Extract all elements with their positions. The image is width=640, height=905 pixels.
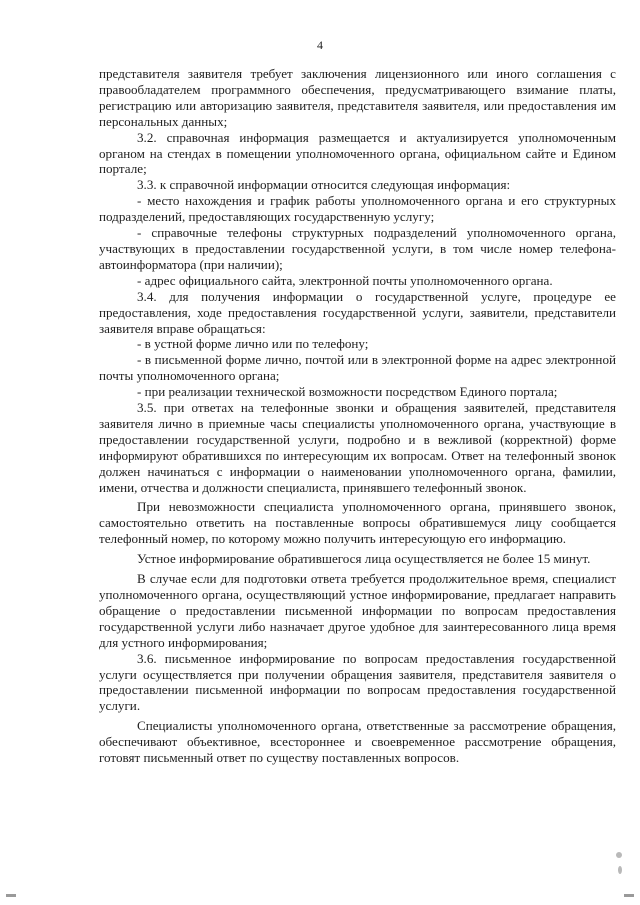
paragraph-3-2: 3.2. справочная информация размещается и актуализируется уполномоченным органом на стендах в помещении уполномоченного органа, официальном сайте и Едином портале; (99, 129, 616, 177)
paragraph-3-4: 3.4. для получения информации о государственной услуге, процедуре ее предоставления, ходе предоставления государственной услуги, заявители, представители заявителя вправе обращаться: (99, 288, 616, 336)
paragraph-impossibility: При невозможности специалиста уполномоченного органа, принявшего звонок, самостоятельно ответить на поставленные вопросы обратившемуся лицу сообщается телефонный номер, по которому можно получить интересующую его информацию. (99, 499, 616, 547)
list-item-location: - место нахождения и график работы уполномоченного органа и его структурных подразделений, предоставляющих государственную услугу; (99, 193, 616, 225)
scan-edge-mark (6, 894, 16, 897)
list-item-phones: - справочные телефоны структурных подразделений уполномоченного органа, участвующих в предоставлении государственной услуги, в том числе номер телефона-автоинформатора (при наличии); (99, 225, 616, 272)
page-number: 4 (317, 38, 323, 52)
paragraph-3-5: 3.5. при ответах на телефонные звонки и обращения заявителей, представителя заявителя лично в приемные часы специалисты уполномоченного органа, участвующие в предоставлении государственной услуги, подробно и в вежливой (корректной) форме информируют обратившихся по интересующим их вопросам. Ответ на телефонный звонок должен начинаться с информации о наименовании уполномоченного органа, фамилии, имени, отчества и должности специалиста, принявшего телефонный звонок. (99, 400, 616, 495)
paragraph-continuation: представителя заявителя требует заключения лицензионного или иного соглашения с правообладателем программного обеспечения, предусматривающего взимание платы, регистрацию или авторизацию заявителя, представителя заявителя, или предоставления им персональных данных; (99, 66, 616, 129)
scan-smudge (616, 852, 622, 858)
list-item-website: - адрес официального сайта, электронной почты уполномоченного органа. (137, 272, 553, 288)
paragraph-3-6: 3.6. письменное информирование по вопросам предоставления государственной услуги осуществляется при получении обращения заявителя, представителя заявителя о предоставлении письменной информации по вопросам предоставления государственной услуги. (99, 650, 616, 714)
paragraph-specialists: Специалисты уполномоченного органа, ответственные за рассмотрение обращения, обеспечивают объективное, всестороннее и своевременное рассмотрение обращения, готовят письменный ответ по существу поставленных вопросов. (99, 718, 616, 766)
document-body (99, 66, 616, 766)
list-item-portal: - при реализации технической возможности посредством Единого портала; (137, 384, 558, 400)
list-item-oral: - в устной форме лично или по телефону; (137, 336, 369, 352)
paragraph-3-3: 3.3. к справочной информации относится следующая информация: (137, 177, 511, 193)
list-item-written: - в письменной форме лично, почтой или в электронной форме на адрес электронной почты уполномоченного органа; (99, 352, 616, 384)
scan-smudge (618, 866, 622, 874)
scan-edge-mark (624, 894, 634, 897)
paragraph-long-preparation: В случае если для подготовки ответа требуется продолжительное время, специалист уполномоченного органа, осуществляющий устное информирование, предлагает направить обращение о предоставлении письменной информации по вопросам предоставления государственной услуги либо назначает другое удобное для заинтересованного лица время для устного информирования; (99, 571, 616, 650)
paragraph-oral-duration: Устное информирование обратившегося лица осуществляется не более 15 минут. (137, 551, 591, 567)
